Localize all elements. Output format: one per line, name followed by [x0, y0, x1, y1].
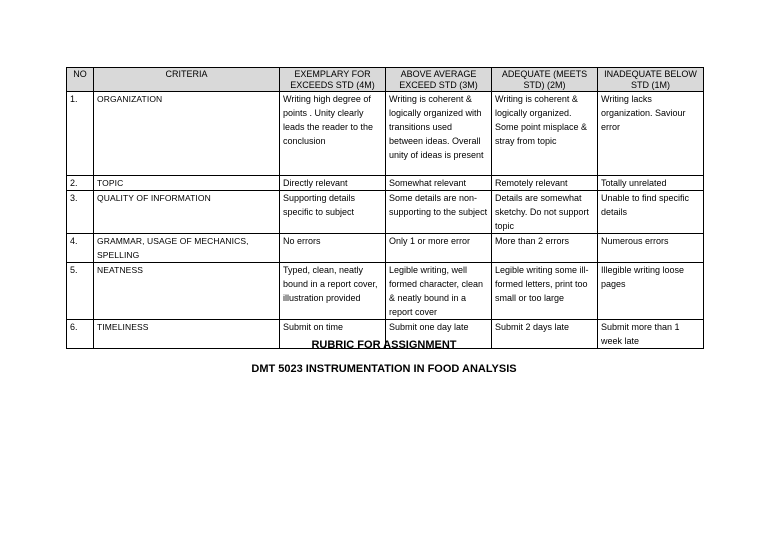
row-above-average: Legible writing, well formed character, clean & neatly bound in a report cover	[386, 263, 492, 320]
row-exemplary: Submit on time	[280, 320, 386, 349]
table-header-row	[67, 68, 704, 92]
row-criteria: NEATNESS	[94, 263, 280, 320]
table-row	[67, 176, 704, 191]
row-inadequate: Illegible writing loose pages	[598, 263, 704, 320]
row-adequate: Legible writing some ill-formed letters, print too small or too large	[492, 263, 598, 320]
row-criteria: GRAMMAR, USAGE OF MECHANICS, SPELLING	[94, 234, 280, 263]
header-criteria: CRITERIA	[94, 68, 280, 92]
row-exemplary: Typed, clean, neatly bound in a report cover, illustration provided	[280, 263, 386, 320]
row-above-average: Some details are non-supporting to the subject	[386, 191, 492, 234]
row-criteria: ORGANIZATION	[94, 92, 280, 176]
row-above-average: Writing is coherent & logically organized with transitions used between ideas. Overall unity of ideas is present	[386, 92, 492, 176]
row-no: 4.	[67, 234, 94, 263]
header-exemplary: EXEMPLARY FOR EXCEEDS STD (4M)	[280, 68, 386, 92]
row-adequate: More than 2 errors	[492, 234, 598, 263]
table-row	[67, 263, 704, 320]
row-criteria: TIMELINESS	[94, 320, 280, 349]
table-row	[67, 92, 704, 176]
header-above-average: ABOVE AVERAGE EXCEED STD (3M)	[386, 68, 492, 92]
header-no: NO	[67, 68, 94, 92]
row-criteria: QUALITY OF INFORMATION	[94, 191, 280, 234]
rubric-table	[66, 67, 704, 349]
row-criteria: TOPIC	[94, 176, 280, 191]
row-adequate: Remotely relevant	[492, 176, 598, 191]
row-inadequate: Submit more than 1 week late	[598, 320, 704, 349]
course-title: DMT 5023 INSTRUMENTATION IN FOOD ANALYSIS	[251, 363, 517, 375]
row-no: 2.	[67, 176, 94, 191]
row-no: 5.	[67, 263, 94, 320]
header-adequate: ADEQUATE (MEETS STD) (2M)	[492, 68, 598, 92]
row-above-average: Submit one day late	[386, 320, 492, 349]
row-above-average: Only 1 or more error	[386, 234, 492, 263]
header-inadequate: INADEQUATE BELOW STD (1M)	[598, 68, 704, 92]
row-inadequate: Numerous errors	[598, 234, 704, 263]
rubric-title: RUBRIC FOR ASSIGNMENT	[311, 339, 457, 351]
row-no: 1.	[67, 92, 94, 176]
table-row	[67, 191, 704, 234]
row-exemplary: No errors	[280, 234, 386, 263]
row-no: 6.	[67, 320, 94, 349]
row-above-average: Somewhat relevant	[386, 176, 492, 191]
row-exemplary: Directly relevant	[280, 176, 386, 191]
row-adequate: Details are somewhat sketchy. Do not support topic	[492, 191, 598, 234]
row-inadequate: Totally unrelated	[598, 176, 704, 191]
table-row	[67, 234, 704, 263]
row-exemplary: Writing high degree of points . Unity clearly leads the reader to the conclusion	[280, 92, 386, 176]
row-adequate: Writing is coherent & logically organized. Some point misplace & stray from topic	[492, 92, 598, 176]
row-inadequate: Writing lacks organization. Saviour error	[598, 92, 704, 176]
row-adequate: Submit 2 days late	[492, 320, 598, 349]
row-exemplary: Supporting details specific to subject	[280, 191, 386, 234]
row-no: 3.	[67, 191, 94, 234]
row-inadequate: Unable to find specific details	[598, 191, 704, 234]
